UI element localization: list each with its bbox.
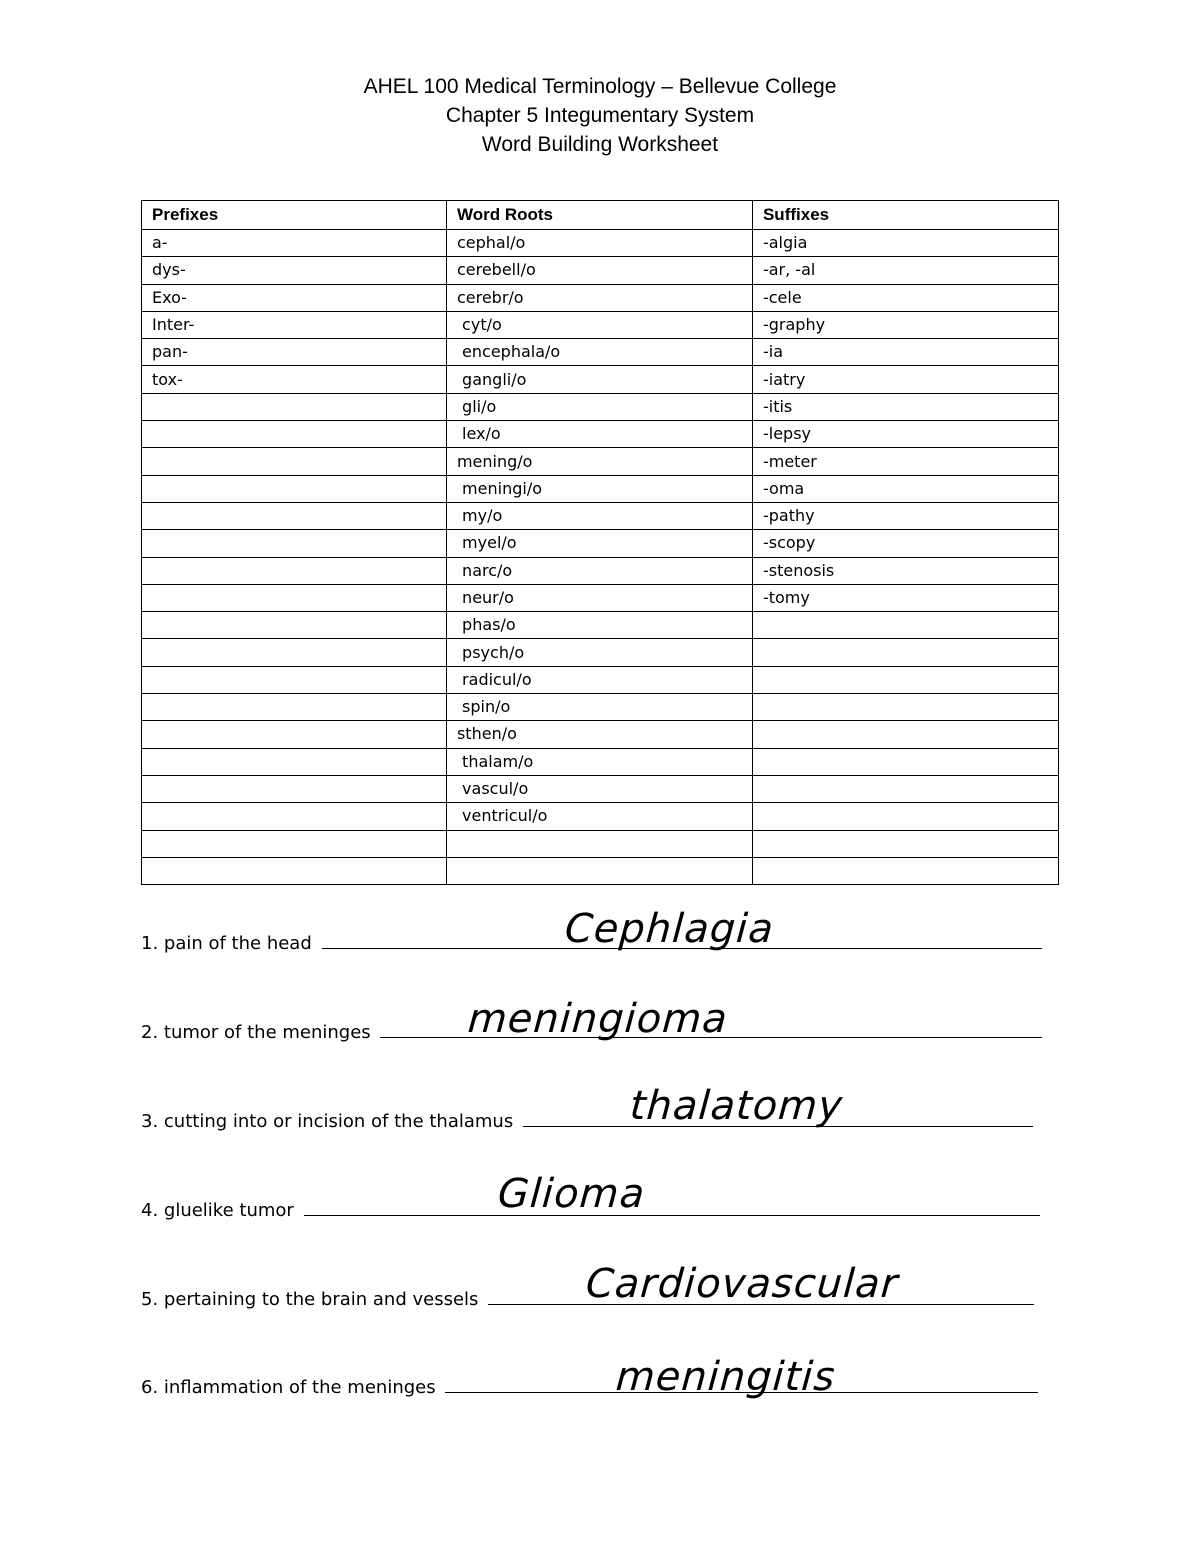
- course-title: AHEL 100 Medical Terminology – Bellevue College: [363, 75, 837, 98]
- prefix-cell: [142, 803, 447, 830]
- word-root-cell: thalam/o: [446, 748, 752, 775]
- word-root-cell: cerebr/o: [446, 284, 752, 311]
- prefix-cell: [142, 694, 447, 721]
- suffix-cell: [752, 639, 1058, 666]
- question-3: [141, 1111, 1033, 1132]
- suffix-cell: -stenosis: [752, 557, 1058, 584]
- handwritten-answer-6: meningitis: [614, 1354, 838, 1400]
- table-row: [142, 666, 1059, 693]
- table-row: [142, 311, 1059, 338]
- prefix-cell: [142, 421, 447, 448]
- table-row: [142, 584, 1059, 611]
- word-root-cell: spin/o: [446, 694, 752, 721]
- table-row: [142, 257, 1059, 284]
- chapter-title: Chapter 5 Integumentary System: [445, 104, 755, 127]
- suffix-cell: [752, 612, 1058, 639]
- prefix-cell: [142, 830, 447, 857]
- table-row: [142, 230, 1059, 257]
- handwritten-answer-1: Cephlagia: [563, 906, 776, 952]
- word-root-cell: my/o: [446, 502, 752, 529]
- word-root-cell: cyt/o: [446, 311, 752, 338]
- word-root-cell: narc/o: [446, 557, 752, 584]
- suffix-cell: [752, 748, 1058, 775]
- prefix-cell: [142, 502, 447, 529]
- suffix-cell: [752, 803, 1058, 830]
- word-root-cell: meningi/o: [446, 475, 752, 502]
- suffix-cell: [752, 694, 1058, 721]
- word-root-cell: encephala/o: [446, 339, 752, 366]
- word-root-cell: radicul/o: [446, 666, 752, 693]
- prefix-cell: [142, 721, 447, 748]
- table-row: [142, 530, 1059, 557]
- question-prompt: 3. cutting into or incision of the thalamus: [141, 1111, 514, 1132]
- suffix-cell: -ar, -al: [752, 257, 1058, 284]
- suffix-cell: -tomy: [752, 584, 1058, 611]
- word-root-cell: gli/o: [446, 393, 752, 420]
- table-row: [142, 339, 1059, 366]
- prefix-cell: [142, 530, 447, 557]
- prefix-cell: [142, 639, 447, 666]
- table-header-row: [142, 201, 1059, 230]
- table-row: [142, 748, 1059, 775]
- word-root-cell: sthen/o: [446, 721, 752, 748]
- question-prompt: 1. pain of the head: [141, 933, 312, 954]
- suffix-cell: -iatry: [752, 366, 1058, 393]
- suffix-cell: [752, 666, 1058, 693]
- word-root-cell: [446, 830, 752, 857]
- question-prompt: 4. gluelike tumor: [141, 1200, 294, 1221]
- prefix-cell: [142, 775, 447, 802]
- word-root-cell: psych/o: [446, 639, 752, 666]
- suffix-cell: -scopy: [752, 530, 1058, 557]
- table-row: [142, 421, 1059, 448]
- prefix-cell: [142, 557, 447, 584]
- word-root-cell: vascul/o: [446, 775, 752, 802]
- document-title: [0, 72, 1200, 159]
- suffix-cell: [752, 857, 1058, 884]
- prefix-cell: Inter-: [142, 311, 447, 338]
- prefix-cell: [142, 748, 447, 775]
- table-row: [142, 639, 1059, 666]
- prefix-cell: [142, 475, 447, 502]
- table-row: [142, 475, 1059, 502]
- prefix-cell: [142, 584, 447, 611]
- suffix-cell: [752, 721, 1058, 748]
- table-row: [142, 366, 1059, 393]
- suffix-cell: -pathy: [752, 502, 1058, 529]
- table-row: [142, 502, 1059, 529]
- word-root-cell: ventricul/o: [446, 803, 752, 830]
- suffix-cell: -cele: [752, 284, 1058, 311]
- question-prompt: 2. tumor of the meninges: [141, 1022, 371, 1043]
- word-root-cell: [446, 857, 752, 884]
- word-root-cell: lex/o: [446, 421, 752, 448]
- prefix-cell: [142, 857, 447, 884]
- question-prompt: 5. pertaining to the brain and vessels: [141, 1289, 479, 1310]
- prefixes-header: Prefixes: [142, 201, 447, 230]
- table-row: [142, 803, 1059, 830]
- table-row: [142, 448, 1059, 475]
- prefix-cell: pan-: [142, 339, 447, 366]
- suffixes-header: Suffixes: [752, 201, 1058, 230]
- word-root-cell: cerebell/o: [446, 257, 752, 284]
- prefix-cell: [142, 612, 447, 639]
- suffix-cell: -itis: [752, 393, 1058, 420]
- word-parts-table: [141, 200, 1059, 885]
- word-root-cell: phas/o: [446, 612, 752, 639]
- word-roots-header: Word Roots: [446, 201, 752, 230]
- word-root-cell: mening/o: [446, 448, 752, 475]
- prefix-cell: [142, 666, 447, 693]
- prefix-cell: dys-: [142, 257, 447, 284]
- table-row: [142, 612, 1059, 639]
- prefix-cell: tox-: [142, 366, 447, 393]
- handwritten-answer-2: meningioma: [466, 996, 730, 1042]
- suffix-cell: -meter: [752, 448, 1058, 475]
- word-root-cell: neur/o: [446, 584, 752, 611]
- prefix-cell: a-: [142, 230, 447, 257]
- prefix-cell: [142, 393, 447, 420]
- table-row: [142, 721, 1059, 748]
- word-root-cell: myel/o: [446, 530, 752, 557]
- question-prompt: 6. inflammation of the meninges: [141, 1377, 436, 1398]
- table-row: [142, 775, 1059, 802]
- table-row: [142, 284, 1059, 311]
- handwritten-answer-4: Glioma: [496, 1171, 647, 1217]
- handwritten-answer-5: Cardiovascular: [584, 1261, 900, 1307]
- suffix-cell: -lepsy: [752, 421, 1058, 448]
- handwritten-answer-3: thalatomy: [628, 1083, 845, 1129]
- table-row: [142, 694, 1059, 721]
- suffix-cell: [752, 775, 1058, 802]
- prefix-cell: [142, 448, 447, 475]
- answer-line[interactable]: [304, 1214, 1040, 1216]
- table-row: [142, 393, 1059, 420]
- table-row: [142, 857, 1059, 884]
- worksheet-title: Word Building Worksheet: [481, 133, 719, 156]
- question-6: [141, 1377, 1038, 1398]
- suffix-cell: -ia: [752, 339, 1058, 366]
- word-root-cell: cephal/o: [446, 230, 752, 257]
- word-root-cell: gangli/o: [446, 366, 752, 393]
- suffix-cell: -graphy: [752, 311, 1058, 338]
- suffix-cell: -oma: [752, 475, 1058, 502]
- suffix-cell: [752, 830, 1058, 857]
- table-row: [142, 830, 1059, 857]
- table-row: [142, 557, 1059, 584]
- prefix-cell: Exo-: [142, 284, 447, 311]
- suffix-cell: -algia: [752, 230, 1058, 257]
